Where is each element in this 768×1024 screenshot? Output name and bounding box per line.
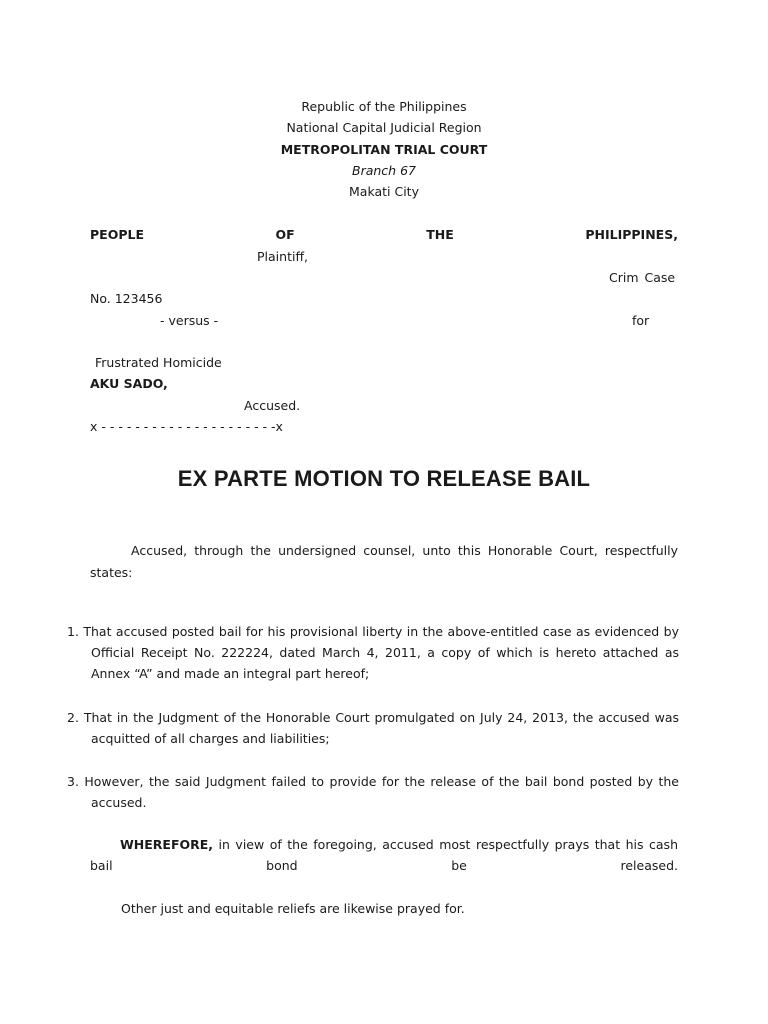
list-item bbox=[67, 621, 679, 684]
list-item-continuation: Official Receipt No. 222224, dated March 4, 2011, a copy of which is hereto attached as Annex “A” and made an integral part hereof; bbox=[91, 645, 679, 681]
caption-case-number: No. 123456 bbox=[90, 291, 163, 306]
caption-accused-name: AKU SADO, bbox=[90, 376, 168, 391]
caption-for: for bbox=[632, 313, 650, 328]
intro-line-1: Accused, through the undersigned counsel, unto this Honorable Court, respectfully bbox=[131, 543, 678, 558]
closing-prayer: Other just and equitable reliefs are likewise prayed for. bbox=[121, 901, 465, 916]
caption-plaintiff-name bbox=[90, 227, 678, 243]
caption-separator: x - - - - - - - - - - - - - - - - - - - - -x bbox=[90, 419, 283, 434]
wherefore-word: be bbox=[451, 858, 467, 873]
wherefore-word: bond bbox=[266, 858, 298, 873]
list-item-continuation: acquitted of all charges and liabilities; bbox=[91, 731, 330, 746]
header-republic: Republic of the Philippines bbox=[301, 99, 467, 114]
list-item-first-line: 2. That in the Judgment of the Honorable Court promulgated on July 24, 2013, the accused was bbox=[67, 710, 679, 725]
caption-versus: - versus - bbox=[160, 313, 219, 328]
header-city: Makati City bbox=[349, 184, 419, 199]
wherefore-line-1 bbox=[120, 837, 678, 853]
caption-word: OF bbox=[275, 227, 295, 242]
intro-line-2: states: bbox=[90, 565, 133, 580]
list-item bbox=[67, 707, 679, 749]
header-court: METROPOLITAN TRIAL COURT bbox=[280, 142, 488, 157]
list-item bbox=[67, 771, 679, 813]
wherefore-lead: WHEREFORE, bbox=[120, 837, 214, 852]
header-region: National Capital Judicial Region bbox=[286, 120, 482, 135]
caption-plaintiff-label: Plaintiff, bbox=[257, 249, 309, 264]
caption-word: PEOPLE bbox=[90, 227, 144, 242]
list-item-continuation: accused. bbox=[91, 795, 147, 810]
caption-word: THE bbox=[426, 227, 454, 242]
caption-offense: Frustrated Homicide bbox=[95, 355, 222, 370]
caption-word: PHILIPPINES, bbox=[585, 227, 678, 242]
header-branch: Branch 67 bbox=[352, 163, 416, 178]
document-title: EX PARTE MOTION TO RELEASE BAIL bbox=[177, 466, 591, 491]
caption-crim-case: Crim Case bbox=[609, 270, 676, 285]
list-item-first-line: 3. However, the said Judgment failed to provide for the release of the bail bond posted by the bbox=[67, 774, 679, 789]
wherefore-text: in view of the foregoing, accused most respectfully prays that his cash bbox=[213, 837, 678, 852]
wherefore-word: released. bbox=[620, 858, 678, 873]
caption-accused-label: Accused. bbox=[244, 398, 301, 413]
list-item-first-line: 1. That accused posted bail for his provisional liberty in the above-entitled case as evidenced by bbox=[67, 624, 679, 639]
wherefore-line-2 bbox=[90, 858, 678, 874]
wherefore-word: bail bbox=[90, 858, 113, 873]
